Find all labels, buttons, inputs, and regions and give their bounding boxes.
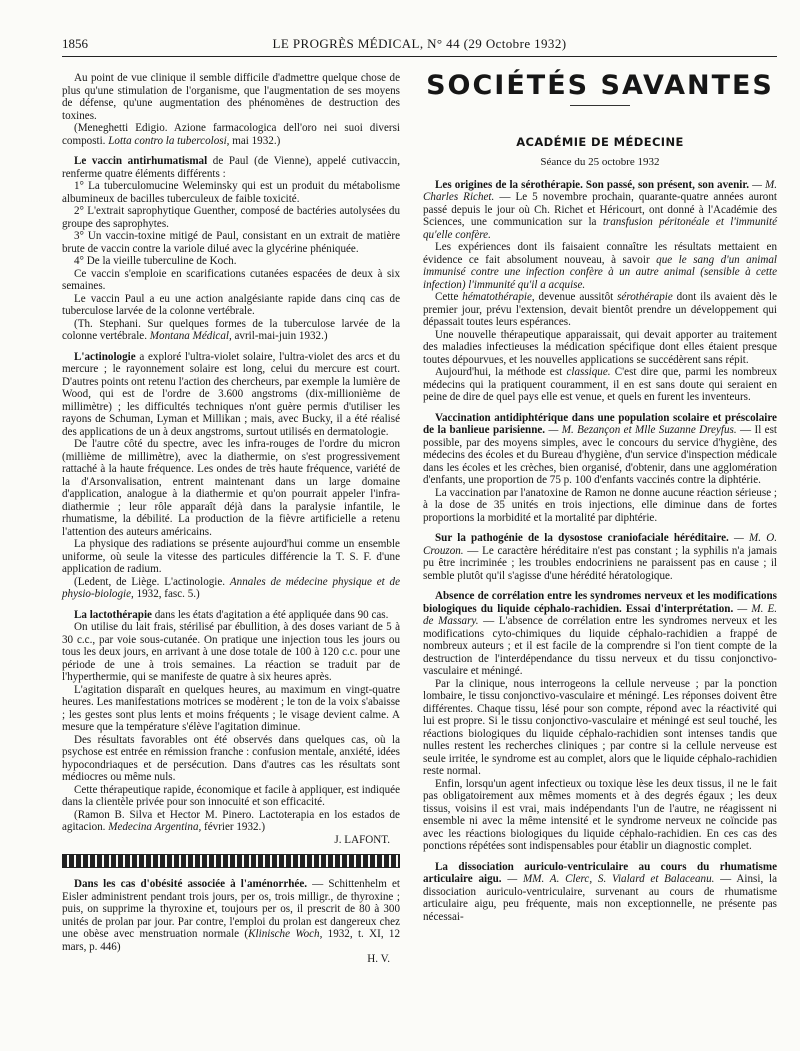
- article-author: — M. O. Crouzon.: [423, 532, 777, 557]
- article-dysostose: Sur la pathogénie de la dysostose craniofaciale héréditaire. — M. O. Crouzon. — Le caractère héréditaire n'est pas constant ; la syphilis n'a jamais pu être incriminée ; les troubles endocriniens ne paraissent pas en cause ; il semble plutôt qu'il s'agisse d'une hérédité hératologique.: [423, 532, 777, 582]
- paragraph: L'agitation disparaît en quelques heures, au maximum en vingt-quatre heures. Les manifestations motrices se modèrent ; le ton de la voix s'abaisse ; les gestes sont plus lents et moins fréquents ; le visage devient calme. A mesure que la température s'élève l'agitation diminue.: [62, 683, 400, 733]
- article-author: — M. Charles Richet.: [423, 178, 777, 203]
- article-vaccin: Le vaccin antirhumatismal de Paul (de Vienne), appelé cutivaccin, renferme quatre éléments différents :: [62, 155, 400, 180]
- paragraph: Les expériences dont ils faisaient connaître les résultats mettaient en évidence ce fait absolument nouveau, à savoir que le sang d'un animal immunisé contre une infection confère à un autre animal (sensible à cette infection) l'immunité qu'il a acquise.: [423, 241, 777, 291]
- left-column: [62, 72, 400, 966]
- article-heading: L'actinologie: [74, 350, 136, 363]
- reference: (Th. Stephani. Sur quelques formes de la tuberculose larvée de la colonne vertébrale. Montana Médical, avril-mai-juin 1932.): [62, 317, 400, 342]
- right-column: [423, 70, 778, 923]
- journal-title: LE PROGRÈS MÉDICAL, N° 44 (29 Octobre 1932): [272, 36, 567, 51]
- article-heading: La lactothérapie: [74, 608, 152, 621]
- paragraph: Des résultats favorables ont été observés dans quelques cas, où la psychose est entrée en rémission franche : confusion mentale, anxiété, idées hypocondriaques et de persécution. Dans d'autres cas les résultats sont médiocres ou même nuls.: [62, 733, 400, 783]
- paragraph: Par la clinique, nous interrogeons la cellule nerveuse ; par la ponction lombaire, le tissu conjonctivo-vasculaire et méningé. Les réponses doivent être différentes. Chaque tissu, lésé pour son compte, répond avec la réactivité qui lui est propre. Si le tissu conjonctivo-vasculaire et méningé est seul touché, les réactions biologiques du liquide céphalo-rachidien sont intenses tandis que nulles restent les recherches cliniques ; par contre si la cellule nerveuse est seule irritée, le syndrome est au complet, alors que le liquide céphalo-rachidien reste normal.: [423, 677, 777, 777]
- article-heading: Dans les cas d'obésité associée à l'aménorrhée.: [74, 878, 308, 890]
- paragraph: Enfin, lorsqu'un agent infectieux ou toxique lèse les deux tissus, il ne le fait pas obligatoirement aux mêmes moments et à des degrés égaux ; les deux tissus, voisins il est vrai, mais indépendants l'un de l'autre, ne réagissent ni ensemble ni avec la même intensité et le syndrome nerveux ne coïncide pas avec les réactions biologiques du liquide céphalo-rachidien. En ces cas des ponctions répétées sont indispensables pour établir un diagnostic complet.: [423, 777, 777, 852]
- title-rule: [570, 105, 630, 106]
- paragraph: Une nouvelle thérapeutique apparaissait, qui devait apporter au traitement des maladies infectieuses la médication spécifique dont elles étaient presque toutes dépourvues, et les nouvelles applications se succédèrent sans répit.: [423, 328, 777, 366]
- reference: (Ledent, de Liège. L'actinologie. Annales de médecine physique et de physio-biologie, 1932, fasc. 5.): [62, 575, 400, 600]
- paragraph: La vaccination par l'anatoxine de Ramon ne donne aucune réaction sérieuse ; à la dose de 35 unités en trois injections, elle diminue dans de fortes proportions la morbidité et la mortalité par diphtérie.: [423, 486, 777, 524]
- paragraph: 4° De la vieille tuberculine de Koch.: [74, 255, 237, 267]
- section-title: SOCIÉTÉS SAVANTES: [426, 70, 774, 101]
- paragraph: 3° Un vaccin-toxine mitigé de Paul, consistant en un extrait de matière brute de vaccin contre la variole dilué avec la glycérine phéniquée.: [62, 230, 400, 255]
- paragraph: 2° L'extrait saprophytique Guenther, composé de bactéries autolysées du groupe des saprophytes.: [62, 205, 400, 230]
- article-heading: Sur la pathogénie de la dysostose craniofaciale héréditaire.: [435, 532, 729, 544]
- article-author: — M. E. de Massary.: [423, 602, 777, 627]
- society-name: ACADÉMIE DE MÉDECINE: [516, 134, 684, 149]
- article-author: — M. Bezançon et Mlle Suzanne Dreyfus.: [545, 424, 737, 436]
- article-lactotherapie: La lactothérapie dans les états d'agitation a été appliquée dans 90 cas.: [74, 608, 389, 621]
- paragraph: Au point de vue clinique il semble difficile d'admettre quelque chose de plus qu'une stimulation de l'organisme, que l'augmentation de ses moyens de défense, qu'une augmentation des phénomènes de destruction des toxines.: [62, 72, 400, 122]
- article-heading: Absence de corrélation entre les syndromes nerveux et les modifications biologiques du liquide céphalo-rachidien. Essai d'interprétation.: [423, 590, 777, 615]
- article-vaccination: Vaccination antidiphtérique dans une population scolaire et préscolaire de la banlieue parisienne. — M. Bezançon et Mlle Suzanne Dreyfus. — Il est possible, par des moyens simples, avec le concours du service d'hygiène, des médecins des écoles et du Bureau d'hygiène, d'un service d'inspection médicale dans les écoles et les crèches, bien organisé, d'obtenir, dans une agglomération d'enfants, une proportion de 75 p. 100 d'enfants vaccinés contre la diphtérie.: [423, 411, 777, 486]
- paragraph: Ce vaccin s'emploie en scarifications cutanées espacées de deux à six semaines.: [62, 267, 400, 292]
- session-date: Séance du 25 octobre 1932: [540, 156, 660, 168]
- ornamental-divider: [62, 854, 400, 868]
- article-obesite: Dans les cas d'obésité associée à l'aménorrhée. — Schittenhelm et Eisler administrent pendant trois jours, per os, trois milligr., de thyroxine ; puis, on supprime la thyroxine et, toujours per os, il prescrit de 80 à 300 unités de prolan par jour. Par contre, l'emploi du prolan est dangereux chez une obèse avec menstruation normale (Klinische Woch, 1932, t. XI, 12 mars, p. 446): [62, 878, 400, 953]
- page-header: [62, 36, 777, 57]
- article-serotherapie: Les origines de la sérothérapie. Son passé, son présent, son avenir. — M. Charles Richet. — Le 5 novembre prochain, quarante-quatre années auront passé depuis le jour où Ch. Richet et Héricourt, ont donné à l'Académie des Sciences, une communication sur la transfusion péritonéale et l'immunité qu'elle confère.: [423, 178, 777, 241]
- article-dissociation: La dissociation auriculo-ventriculaire au cours du rhumatisme articulaire aigu. — MM. A. Clerc, S. Vialard et Balaceanu. — Ainsi, la dissociation auriculo-ventriculaire, survenant au cours de rhumatisme articulaire aigu, peu fréquente, mais non exceptionnelle, ne présente pas nécessai-: [423, 860, 778, 923]
- article-actinologie: L'actinologie a exploré l'ultra-violet solaire, l'ultra-violet des arcs et du mercure ; le rayonnement solaire est long, celui du mercure est court. D'autres points ont retenu l'action des chercheurs, par exemple la lumière de Wood, qui est de l'ordre de 3.600 angstroms (dix-millionième de millimètre) ; les difficultés techniques n'ont guère permis d'utiliser les rayons de Schuman, Lyman et Millikan ; mais, avec Bucky, il a été réalisé des applications de un à deux angstroms, surtout utilisés en dermatologie.: [62, 350, 400, 438]
- article-heading: La dissociation auriculo-ventriculaire au cours du rhumatisme articulaire aigu.: [423, 860, 777, 885]
- reference: (Meneghetti Edigio. Azione farmacologica dell'oro nei suoi diversi composti. Lotta contro la tubercolosi, mai 1932.): [62, 122, 400, 147]
- paragraph: 1° La tuberculomucine Weleminsky qui est un produit du métabolisme albumineux de bacilles tuberculeux de faible toxicité.: [62, 180, 400, 205]
- paragraph: Le vaccin Paul a eu une action analgésiante rapide dans cinq cas de tuberculose larvée de la colonne vertébrale.: [62, 292, 400, 317]
- article-heading: Vaccination antidiphtérique dans une population scolaire et préscolaire de la banlieue parisienne.: [423, 411, 777, 436]
- article-heading: Le vaccin antirhumatismal: [74, 155, 208, 167]
- author-signature: J. LAFONT.: [334, 833, 390, 846]
- paragraph: On utilise du lait frais, stérilisé par ébullition, à des doses variant de 5 à 30 c.c., par voie sous-cutanée. On pratique une injection tous les jours ou tous les deux jours, en arrivant à une dose totale de 100 à 120 c.c. pour une période de une à trois semaines. La réaction se traduit par de l'hyperthermie, qui se manifeste de quatre à six heures après.: [62, 621, 400, 683]
- article-heading: Les origines de la sérothérapie. Son passé, son présent, son avenir.: [435, 178, 750, 191]
- paragraph: Cette thérapeutique rapide, économique et facile à appliquer, est indiquée dans la clientèle privée pour son innocuité et son efficacité.: [62, 783, 400, 808]
- article-correlation: Absence de corrélation entre les syndromes nerveux et les modifications biologiques du liquide céphalo-rachidien. Essai d'interprétation. — M. E. de Massary. — L'absence de corrélation entre les syndromes nerveux et les modifications cyto-chimiques du liquide céphalo-rachidien a frappé de nombreux auteurs ; et il est facile de la comprendre si l'on tient compte de la destruction de l'interdépendance du tissu nerveux et du tissu conjonctivo-vasculaire et méningé.: [423, 590, 777, 677]
- author-signature: H. V.: [367, 953, 390, 965]
- paragraph: De l'autre côté du spectre, avec les infra-rouges de l'ordre du micron (millième de millimètre), avec la diathermie, on s'est progressivement rattaché à la haute fréquence. Les ondes de très haute fréquence, variété de la d'Arsonvalisation, entrent maintenant dans un large domaine d'application, analogue à la diathermie et qu'on pourrait appeler l'infra-diathermie ; leur rôle apparaît déjà dans la paralysie infantile, le rhumatisme, la débilité. La production de la fièvre artificielle a retenu l'attention des auteurs américains.: [62, 438, 400, 538]
- paragraph: Cette hématothérapie, devenue aussitôt sérothérapie dont ils avaient dès le premier jour, prévu l'extension, devait bientôt prendre un développement qui dépassait toutes leurs espérances.: [423, 291, 778, 328]
- article-author: — MM. A. Clerc, S. Vialard et Balaceanu.: [501, 873, 715, 885]
- reference: (Ramon B. Silva et Hector M. Pinero. Lactoterapia en los estados de agitacion. Medecina Argentina, février 1932.): [62, 808, 400, 833]
- page-number: 1856: [62, 36, 88, 51]
- paragraph: Aujourd'hui, la méthode est classique. C'est dire que, parmi les nombreux médecins qui la pratiquent couramment, il en est sans doute qui seraient en peine de dire de quel pays elle est venue, et quels en furent les inventeurs.: [423, 366, 777, 403]
- paragraph: La physique des radiations se présente aujourd'hui comme un ensemble uniforme, où seule la vitesse des particules différencie la T. S. F. d'une application de radium.: [62, 538, 400, 575]
